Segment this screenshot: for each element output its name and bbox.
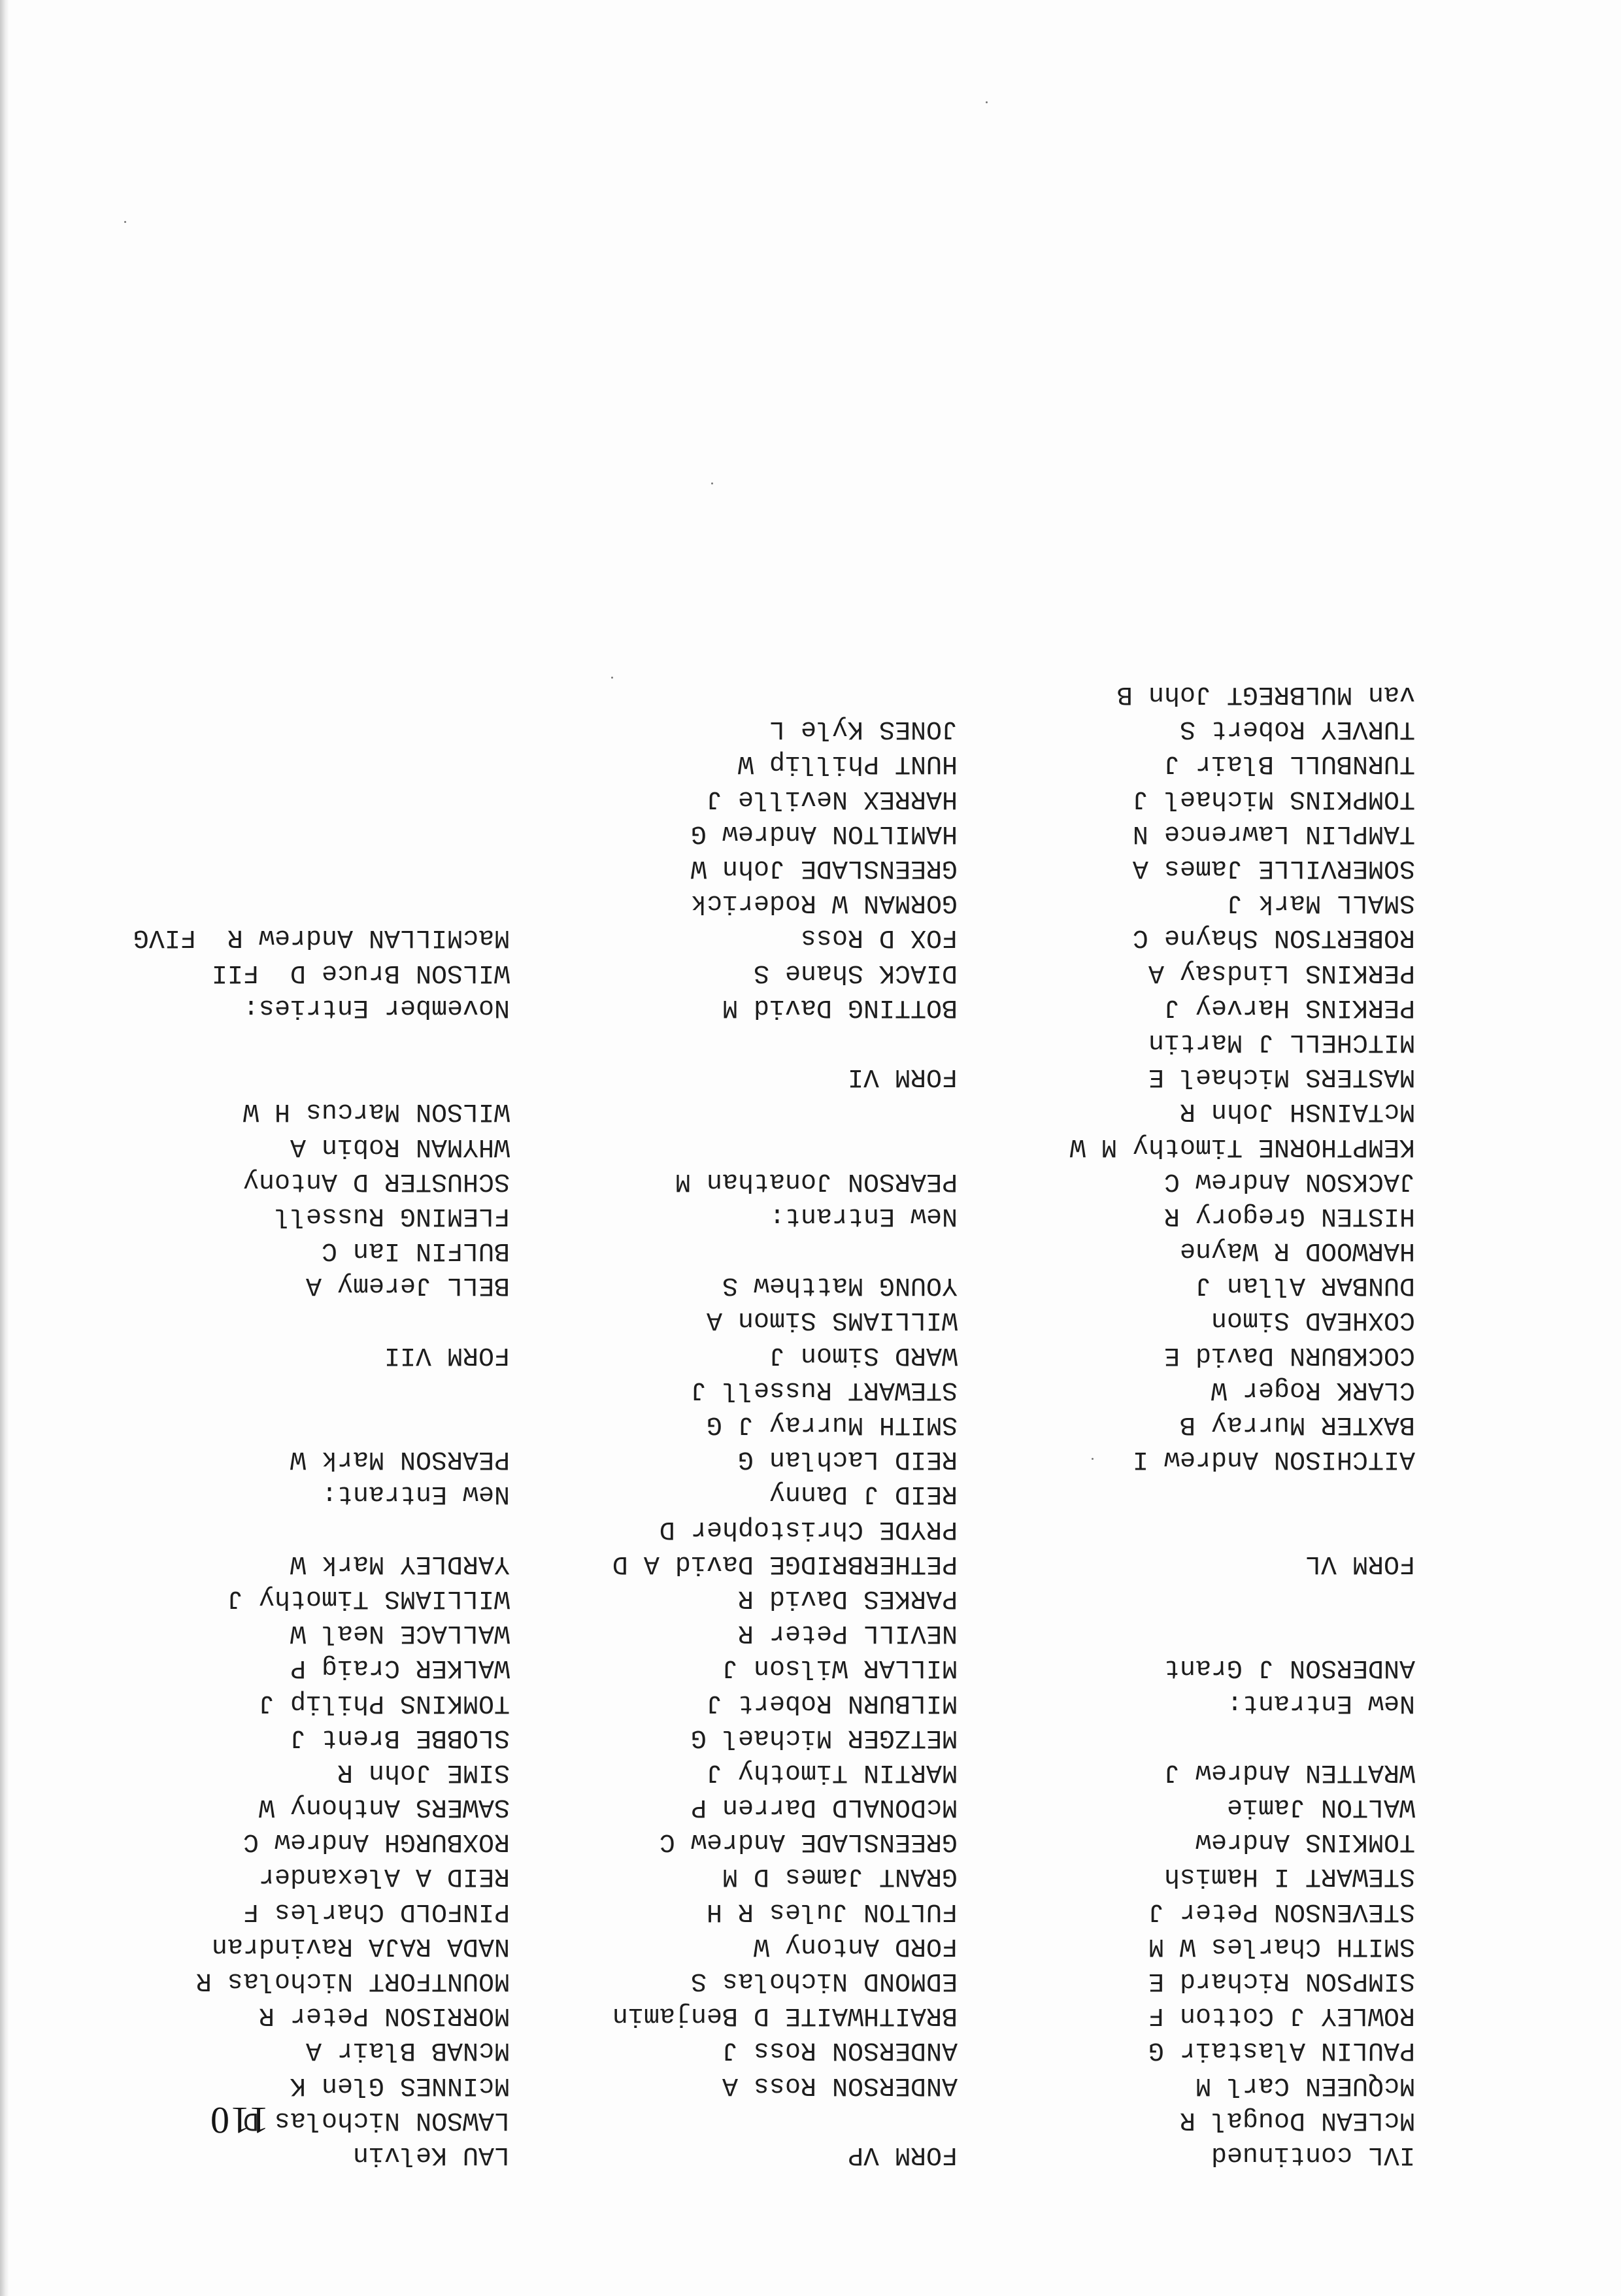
name-entry: PEARSON Jonathan M <box>675 1166 958 1196</box>
name-entry: REID J Danny <box>769 1479 958 1509</box>
name-entry: HARWOOD R Wayne <box>1179 1236 1415 1266</box>
continuation-heading: IVL continued <box>1211 2140 1415 2169</box>
name-entry: TAMPLIN Lawrence N <box>1132 818 1415 848</box>
name-entry: GORMAN W Roderick <box>690 888 958 918</box>
blank-line <box>612 2102 958 2137</box>
name-entry: BAXTER Murray B <box>1179 1410 1415 1440</box>
blank-line <box>1070 1476 1415 1511</box>
name-entry: ROWLEY J Cotton F <box>1148 2001 1415 2031</box>
name-entry: WILLIAMS Simon A <box>706 1305 958 1335</box>
name-entry: STEWART I Hamish <box>1163 1861 1415 1891</box>
name-entry: HARREX Neville J <box>706 783 958 813</box>
blank-line <box>133 1407 510 1442</box>
section-heading: New Entrant: <box>769 1200 958 1230</box>
name-entry: SLOBBE Brent J <box>290 1722 510 1752</box>
name-entry: McTAINSH John R <box>1179 1096 1415 1126</box>
blank-line <box>612 1024 958 1059</box>
name-entry: SMALL Mark J <box>1226 888 1415 918</box>
name-entry: McQUEEN Carl M <box>1195 2070 1415 2100</box>
name-entry: WILLIAMS Timothy J <box>227 1583 510 1613</box>
name-entry: PRYDE Christopher D <box>659 1513 958 1544</box>
name-entry: ANDERSON Ross J <box>722 2035 958 2065</box>
blank-line <box>133 1372 510 1407</box>
form-heading: FORM VL <box>1305 1548 1415 1578</box>
name-entry: LAU Kelvin <box>352 2140 510 2169</box>
name-entry: WILSON Marcus H W <box>242 1096 510 1126</box>
blank-line <box>133 1302 510 1337</box>
name-entry: MARTIN Timothy J <box>706 1757 958 1787</box>
name-entry: MASTERS Michael E <box>1148 1062 1415 1092</box>
name-entry: MITCHELL J Martin <box>1148 1027 1415 1056</box>
name-entry: SIMPSON Richard E <box>1148 1966 1415 1996</box>
name-entry: FLEMING Russell <box>274 1200 510 1230</box>
name-entry: FORD Antony W <box>753 1931 958 1961</box>
section-heading: November Entries: <box>242 992 510 1022</box>
name-entry: McDONALD Darren P <box>690 1792 958 1822</box>
blank-line <box>1070 1615 1415 1650</box>
name-entry: ANDERSON J Grant <box>1163 1653 1415 1683</box>
name-entry: JONES Kyle L <box>769 714 958 744</box>
name-entry: TURVEY Robert S <box>1179 714 1415 744</box>
form-heading: FORM VI <box>847 1062 958 1092</box>
blank-line <box>612 1233 958 1268</box>
name-entry: ROXBURGH Andrew C <box>242 1827 510 1857</box>
name-entry: MacMILLAN Andrew R FIVG <box>133 922 510 953</box>
blank-line <box>612 1094 958 1128</box>
name-entry: METZGER Michael G <box>690 1722 958 1752</box>
name-entry: STEVENSON Peter J <box>1148 1896 1415 1926</box>
name-entry: SIME John R <box>337 1757 510 1787</box>
blank-line <box>133 1059 510 1094</box>
name-entry: PERKINS Lindsay A <box>1148 957 1415 987</box>
name-entry: WILSON Bruce D FII <box>211 957 510 987</box>
name-entry: PERKINS Harvey J <box>1163 992 1415 1022</box>
name-column-1 <box>1070 677 1415 2172</box>
form-heading: FORM VII <box>384 1340 510 1370</box>
name-entry: WARD Simon J <box>769 1340 958 1370</box>
name-entry: HUNT Phillip W <box>737 749 958 779</box>
name-entry: GREENSLADE John W <box>690 853 958 883</box>
name-entry: PARKES David R <box>737 1583 958 1613</box>
name-entry: SCHUSTER D Antony <box>242 1166 510 1196</box>
name-entry: YARDLEY Mark W <box>290 1548 510 1578</box>
name-entry: McLEAN Dougal R <box>1179 2104 1415 2135</box>
name-entry: WALKER Craig P <box>290 1653 510 1683</box>
name-entry: NADA RAJA Ravindran <box>211 1931 510 1961</box>
name-entry: EDMOND Nicholas S <box>690 1966 958 1996</box>
name-entry: SMITH Murray J G <box>706 1410 958 1440</box>
name-column-2 <box>612 711 958 2172</box>
name-entry: WALTON Jamie <box>1226 1792 1415 1822</box>
name-entry: COCKBURN David E <box>1163 1340 1415 1370</box>
name-entry: van MULBREGT John B <box>1116 679 1415 709</box>
name-entry: BULFIN Ian C <box>321 1236 510 1266</box>
name-entry: PEARSON Mark W <box>290 1444 510 1474</box>
name-entry: MOUNTFORT Nicholas R <box>195 1966 510 1996</box>
name-entry: PAULIN Alastair G <box>1148 2035 1415 2065</box>
name-entry: NEVILL Peter R <box>737 1618 958 1648</box>
name-entry: REID Lachlan G <box>737 1444 958 1474</box>
blank-line <box>1070 1581 1415 1615</box>
name-entry: DIACK Shane S <box>753 957 958 987</box>
blank-line <box>612 1128 958 1163</box>
name-entry: STEWART Russell J <box>690 1374 958 1404</box>
name-entry: BOTTING David M <box>722 992 958 1022</box>
name-entry: TURNBULL Blair J <box>1163 749 1415 779</box>
name-column-3 <box>133 920 510 2172</box>
name-entry: McINNES Glen K <box>290 2070 510 2100</box>
name-entry: KEMPTHORNE Timothy M W <box>1069 1131 1415 1161</box>
name-entry: ROBERTSON Shayne C <box>1132 922 1415 953</box>
name-entry: TOMPKINS Michael J <box>1132 783 1415 813</box>
form-heading: FORM VP <box>847 2140 958 2169</box>
name-entry: AITCHISON Andrew I <box>1132 1444 1415 1474</box>
name-entry: JACKSON Andrew C <box>1163 1166 1415 1196</box>
name-entry: YOUNG Matthew S <box>722 1270 958 1300</box>
name-entry: WRATTEN Andrew J <box>1163 1757 1415 1787</box>
blank-line <box>1070 1511 1415 1545</box>
blank-line <box>1070 1720 1415 1755</box>
name-entry: LAWSON Nicholas D <box>242 2104 510 2135</box>
name-entry: TOMKINS Andrew <box>1195 1827 1415 1857</box>
blank-line <box>133 1024 510 1059</box>
name-entry: SAWERS Anthony W <box>258 1792 510 1822</box>
name-entry: PINFOLD Charles F <box>242 1896 510 1926</box>
name-entry: SMITH Charles W M <box>1148 1931 1415 1961</box>
section-heading: New Entrant: <box>1226 1687 1415 1717</box>
name-entry: DUNBAR Allan J <box>1195 1270 1415 1300</box>
name-entry: WHYMAN Robin A <box>290 1131 510 1161</box>
name-entry: MILLAR Wilson J <box>722 1653 958 1683</box>
name-entry: GRANT James D M <box>722 1861 958 1891</box>
name-entry: HAMILTON Andrew G <box>690 818 958 848</box>
name-entry: BRAITHWAITE D Benjamin <box>612 2001 958 2031</box>
name-entry: BELL Jeremy A <box>305 1270 510 1300</box>
name-entry: MILBURN Robert J <box>706 1687 958 1717</box>
name-entry: McNAB Blair A <box>305 2035 510 2065</box>
name-entry: FULTON Jules R H <box>706 1896 958 1926</box>
name-entry: SOMERVILLE James A <box>1132 853 1415 883</box>
name-entry: HISTEN Gregory R <box>1163 1200 1415 1230</box>
page-number: 110 <box>209 2099 269 2142</box>
section-heading: New Entrant: <box>321 1479 510 1509</box>
name-entry: ANDERSON Ross A <box>722 2070 958 2100</box>
name-entry: MORRISON Peter R <box>258 2001 510 2031</box>
name-entry: COXHEAD Simon <box>1211 1305 1415 1335</box>
name-entry: CLARK Roger W <box>1211 1374 1415 1404</box>
name-entry: REID A Alexander <box>258 1861 510 1891</box>
blank-line <box>133 1511 510 1545</box>
name-entry: TOMKINS Philip J <box>258 1687 510 1717</box>
name-entry: WALLACE Neal W <box>290 1618 510 1648</box>
name-entry: GREENSLADE Andrew C <box>659 1827 958 1857</box>
name-entry: FOX D Ross <box>800 922 958 953</box>
name-entry: PETHERBRIDGE David A D <box>612 1548 958 1578</box>
